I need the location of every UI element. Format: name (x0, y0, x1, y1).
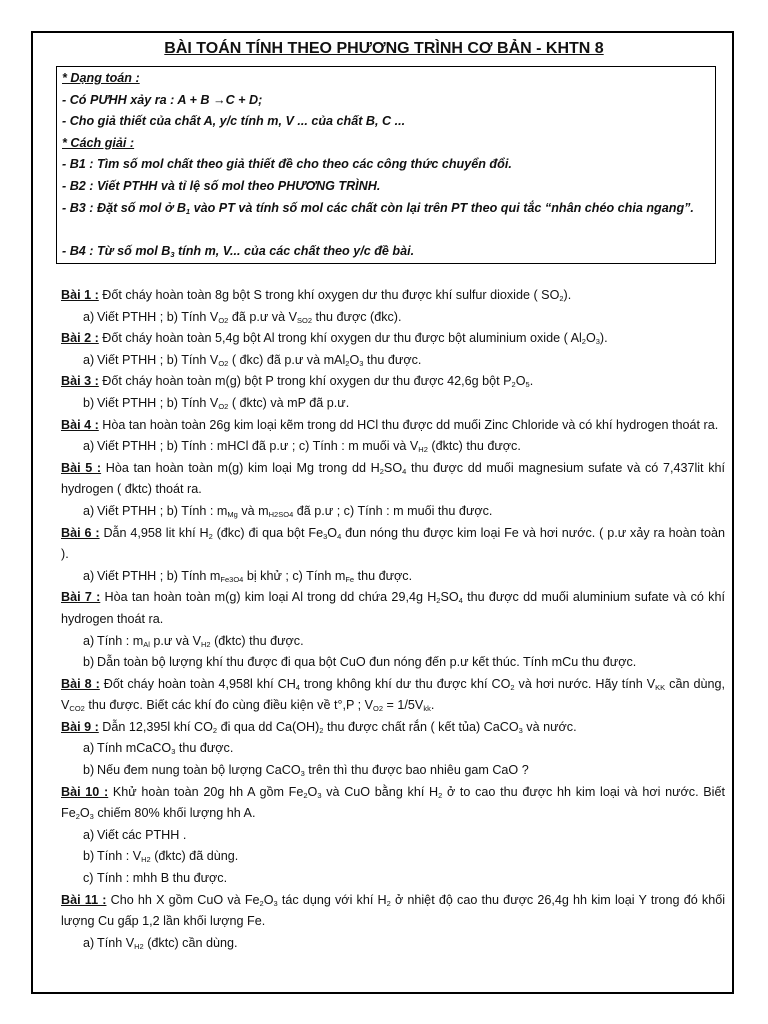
exercise-2-item-a: a) Viết PTHH ; b) Tính $V_{O2}$ ( đkc) đã p.ư và $mAl_2O_3$ thu được. (83, 352, 422, 368)
exercise-10-item-b: b) Tính : $V_{H2}$ (đktc) đã dùng. (83, 849, 239, 865)
exercise-1: Bài 1 : Đốt cháy hoàn toàn 8g bột S trong khí oxygen dư thu được khí sulfur dioxide ( $SO_2$). (61, 288, 572, 303)
step-b4: - B4 : Từ số mol $B_3$ tính m, V... của các chất theo y/c đề bài. (62, 243, 415, 259)
step-b2: - B2 : Viết PTHH và tỉ lệ số mol theo PHƯƠNG TRÌNH. (62, 178, 381, 193)
exercise-9: Bài 9 : Dẫn 12,395l khí $CO_2$ đi qua dd $Ca(OH)_2$ thu được chất rắn ( kết tủa) CaCO$_3$ và nước. (61, 719, 577, 735)
exercise-3-item-b: b) Viết PTHH ; b) Tính $V_{O2}$ ( đktc) và mP đã p.ư. (83, 395, 350, 411)
step-b3: - B3 : Đặt số mol ở $B_1$ vào PT và tính số mol các chất còn lại trên PT theo qui tắc “nhân chéo chia ngang”. (62, 200, 694, 216)
exercise-3: Bài 3 : Đốt cháy hoàn toàn m(g) bột P trong khí oxygen dư thu được 42,6g bột $P_2O_5$. (61, 374, 534, 390)
exercise-10: Bài 10 : Khử hoàn toàn 20g hh A gồm $Fe_2O_3$ và CuO bằng khí $H_2$ ở to cao thu được hh kim loại và hơi nước. Biết $Fe_2O_3$ chiếm 80% khối lượng hh A. (61, 784, 725, 822)
exercise-7-item-b: b) Dẫn toàn bộ lượng khí thu được đi qua bột CuO đun nóng đến p.ư kết thúc. Tính mCu thu được. (83, 655, 637, 670)
exercise-7-item-a: a) Tính : $m_{Al}$ p.ư và $V_{H2}$ (đktc) thu được. (83, 633, 304, 649)
exercise-11-item-a: a) Tính $V_{H2}$ (đktc) cần dùng. (83, 935, 238, 951)
exercise-10-item-c: c) Tính : mhh B thu được. (83, 871, 228, 886)
exercise-4-item-a: a) Viết PTHH ; b) Tính : mHCl đã p.ư ; c) Tính : m muối và $V_{H2}$ (đktc) thu được. (83, 439, 521, 455)
exercise-2: Bài 2 : Đốt cháy hoàn toàn 5,4g bột Al trong khí oxygen dư thu được bột aluminium oxide ( $Al_2O_3$). (61, 331, 608, 347)
dang-toan-line-1: - Có PƯHH xảy ra : A + B →C + D; (62, 92, 263, 107)
dang-toan-heading: * Dạng toán : (62, 71, 140, 85)
exercise-list (61, 285, 725, 954)
exercise-8: Bài 8 : Đốt cháy hoàn toàn 4,958l khí $CH_4$ trong không khí dư thu được khí $CO_2$ và hơi nước. Hãy tính $V_{KK}$ cần dùng, $V_{CO2}$ thu được. Biết các khí đo cùng điều kiện về t°,P ; $V_{O2} = 1/5V_{kk}$. (61, 676, 725, 714)
method-box (56, 66, 716, 264)
exercise-6-item-a: a) Viết PTHH ; b) Tính $m_{Fe3O4}$ bị khử ; c) Tính $m_{Fe}$ thu được. (83, 568, 413, 584)
dang-toan-line-2: - Cho giả thiết của chất A, y/c tính m, V ... của chất B, C ... (62, 114, 406, 129)
exercise-7: Bài 7 : Hòa tan hoàn toàn m(g) kim loại Al trong dd chứa 29,4g $H_2SO_4$ thu được dd muối aluminium sufate và có khí hydrogen thoát ra. (61, 590, 725, 626)
exercise-1-item-a: a) Viết PTHH ; b) Tính $V_{O2}$ đã p.ư và $V_{SO2}$ thu được (đkc). (83, 309, 402, 325)
page-title: BÀI TOÁN TÍNH THEO PHƯƠNG TRÌNH CƠ BẢN - KHTN 8 (164, 40, 604, 57)
exercise-5-item-a: a) Viết PTHH ; b) Tính : $m_{Mg}$ và $m_{H2SO4}$ đã p.ư ; c) Tính : m muối thu được. (83, 503, 493, 519)
exercise-9-item-b: b) Nếu đem nung toàn bộ lượng CaCO$_3$ trên thì thu được bao nhiêu gam CaO ? (83, 763, 529, 779)
exercise-4: Bài 4 : Hòa tan hoàn toàn 26g kim loại kẽm trong dd HCl thu được dd muối Zinc Chloride và có khí hydrogen thoát ra. (61, 417, 719, 432)
exercise-6: Bài 6 : Dẫn 4,958 lit khí $H_2$ (đkc) đi qua bột $Fe_3O_4$ đun nóng thu được kim loại Fe và hơi nước. ( p.ư xảy ra hoàn toàn ). (61, 525, 726, 562)
exercise-11: Bài 11 : Cho hh X gồm CuO và $Fe_2O_3$ tác dụng với khí $H_2$ ở nhiệt độ cao thu được 26,4g hh kim loại Y trong đó khối lượng Cu gấp 1,2 lần khối lượng Fe. (61, 892, 726, 929)
arrow-icon: → (212, 92, 226, 107)
cach-giai-heading: * Cách giải : (62, 135, 135, 150)
exercise-5: Bài 5 : Hòa tan hoàn toàn m(g) kim loại Mg trong dd $H_2SO_4$ thu được dd muối magnesium sufate và có 7,437lit khí hydrogen ( đktc) thoát ra. (61, 460, 725, 497)
exercise-10-item-a: a) Viết các PTHH . (83, 827, 187, 842)
step-b1: - B1 : Tìm số mol chất theo giả thiết đề cho theo các công thức chuyển đổi. (62, 157, 512, 172)
exercise-9-item-a: a) Tính mCaCO$_3$ thu được. (83, 741, 234, 757)
